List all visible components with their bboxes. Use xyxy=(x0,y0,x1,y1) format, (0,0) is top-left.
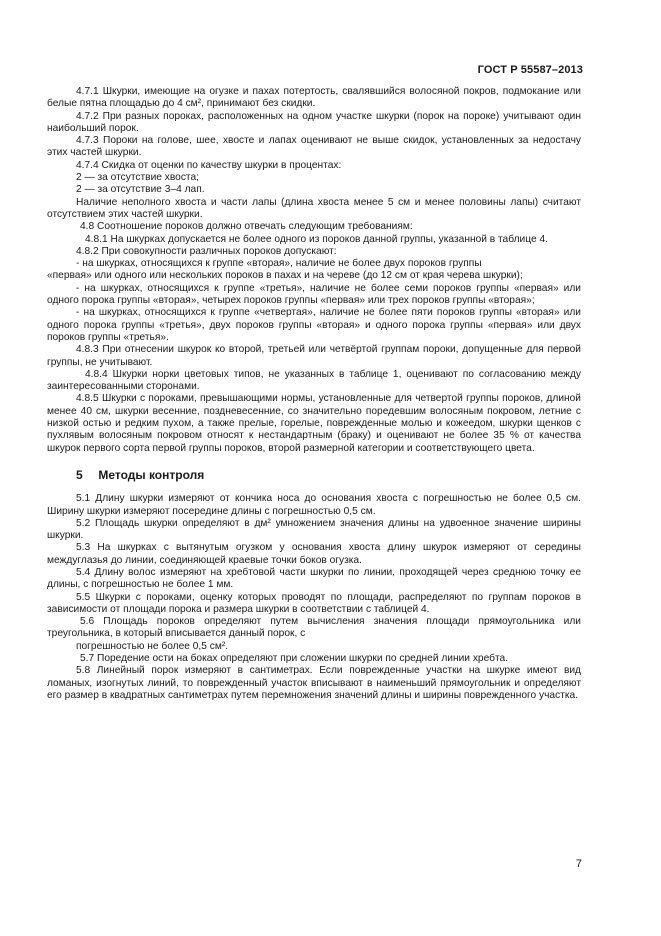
paragraph-5-5: 5.5 Шкурки с пороками, оценку которых проводят по площади, распределяют по группам пороков в зависимости от площади порока и размера шкурки в соответствии с таблицей 4. xyxy=(47,591,581,615)
section-heading xyxy=(76,469,581,481)
paragraph-4-8-3: 4.8.3 При отнесении шкурок ко второй, третьей или четвёртой группам пороки, допущенные для первой группы, не учитывают. xyxy=(47,344,581,368)
paragraph-5-6-cont: погрешностью не более 0,5 см². xyxy=(76,640,229,652)
paragraph-5-1: 5.1 Длину шкурки измеряют от кончика носа до основания хвоста с погрешностью не более 0,5 см. Ширину шкурки измеряют посередине длины с погрешностью 0,5 см. xyxy=(47,493,581,517)
paragraph-4-7-3: 4.7.3 Пороки на голове, шее, хвосте и лапах оценивают не выше скидок, установленных за недостачу этих частей шкурки. xyxy=(47,135,581,159)
page-number: 7 xyxy=(575,858,582,870)
paragraph-4-8-2: 4.8.2 При совокупности различных пороков допускают: xyxy=(76,245,337,257)
paragraph-5-7: 5.7 Поредение ости на боках определяют при сложении шкурки по средней линии хребта. xyxy=(80,653,509,665)
list-item-group-third: - на шкурках, относящихся к группе «третья», наличие не более семи пороков группы «первая» или одного порока группы «вторая», четырех пороков группы «первая» или трех пороков группы «вторая»; xyxy=(47,282,581,307)
paragraph-5-3: 5.3 На шкурках с вытянутым огузком у основания хвоста длину шкурок измеряют от середины междуглазья до линии, соединяющей краевые точки боков огузка. xyxy=(47,542,581,566)
document-body xyxy=(47,86,581,702)
list-item-tail: 2 — за отсутствие хвоста; xyxy=(76,172,199,184)
list-item-group-second-cont: «первая» или одного или нескольких пороков в пахах и на череве (до 12 см от края черева шкурки); xyxy=(47,270,523,282)
section-title: Методы контроля xyxy=(98,467,205,482)
paragraph-partial-tail: Наличие неполного хвоста и части лапы (длина хвоста менее 5 см и менее половины лапы) считают отсутствием этих частей шкурки. xyxy=(47,196,581,220)
paragraph-4-7-4: 4.7.4 Скидка от оценки по качеству шкурки в процентах: xyxy=(76,159,342,171)
paragraph-4-7-2: 4.7.2 При разных пороках, расположенных на одном участке шкурки (порок на пороке) учитывают один наибольший порок. xyxy=(47,110,581,134)
paragraph-4-8-1: 4.8.1 На шкурках допускается не более одного из пороков данной группы, указанной в таблице 4. xyxy=(85,233,548,245)
standard-header: ГОСТ Р 55587–2013 xyxy=(477,64,583,76)
paragraph-4-8-4: 4.8.4 Шкурки норки цветовых типов, не указанных в таблице 1, оценивают по согласованию между заинтересованными сторонами. xyxy=(47,368,581,393)
section-number: 5 xyxy=(76,467,83,482)
paragraph-4-8-5: 4.8.5 Шкурки с пороками, превышающими нормы, установленные для четвертой группы пороков, длиной менее 40 см, шкурки весенние, поздневесенние, со значительно поредевшим волосяным покровом, летние с низкой остью и редким пухом, а также прелые, горелые, поврежденные молью и кожеедом, шкурки щенков с пухлявым волосяным покровом относят к нестандартным (браку) и оценивают не более 35 % от качества шкурок первого сорта первой группы пороков, второй размерной категории и соответствующего цвета. xyxy=(47,393,581,454)
paragraph-5-2: 5.2 Площадь шкурки определяют в дм² умножением значения длины на удвоенное значение ширины шкурки. xyxy=(47,517,581,542)
paragraph-5-6: 5.6 Площадь пороков определяют путем вычисления значения площади прямоугольника или треугольника, в который вписывается данный порок, с xyxy=(47,616,581,640)
paragraph-5-4: 5.4 Длину волос измеряют на хребтовой части шкурки по линии, проходящей через среднюю точку ее длины, с погрешностью не более 1 мм. xyxy=(47,566,581,591)
paragraph-4-8: 4.8 Соотношение пороков должно отвечать следующим требованиям: xyxy=(80,221,413,233)
list-item-group-fourth: - на шкурках, относящихся к группе «четвертая», наличие не более пяти пороков группы «вторая» или одного порока группы «третья», двух пороков группы «вторая» и одного порока группы «первая» или двух пороков группы «третья». xyxy=(47,307,581,343)
paragraph-5-8: 5.8 Линейный порок измеряют в сантиметрах. Если поврежденные участки на шкурке имеют вид ломаных, изогнутых линий, то поврежденный участок вписывают в наименьший прямоугольник и определяют его размер в квадратных сантиметрах путем перемножения значений длины и ширины поврежденного участка. xyxy=(47,665,581,701)
list-item-paws: 2 — за отсутствие 3–4 лап. xyxy=(76,184,205,196)
list-item-group-second: - на шкурках, относящихся к группе «вторая», наличие не более двух пороков группы xyxy=(76,258,482,270)
paragraph-4-7-1: 4.7.1 Шкурки, имеющие на огузке и пахах потертость, свалявшийся волосяной покров, подмокание или белые пятна площадью до 4 см², принимают без скидки. xyxy=(47,86,581,110)
